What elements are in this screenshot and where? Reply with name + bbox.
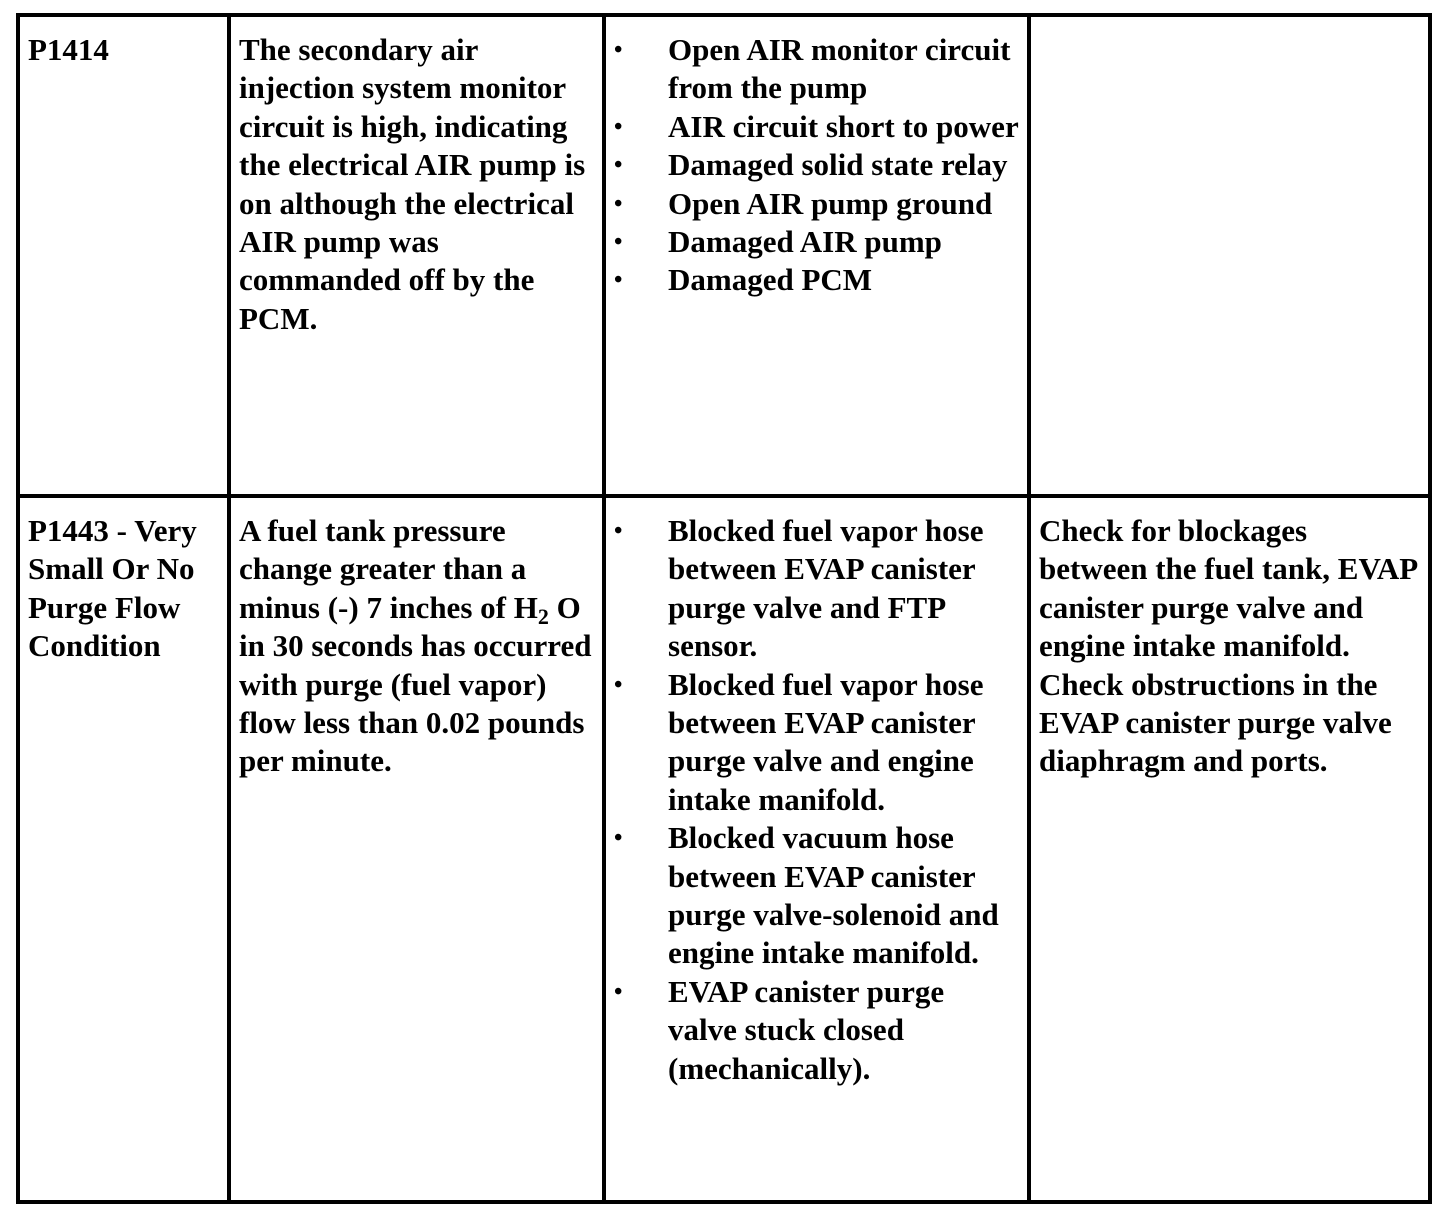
list-item xyxy=(614,31,1019,108)
bullet-icon: • xyxy=(614,825,623,852)
list-item xyxy=(614,146,1019,184)
bullet-icon: • xyxy=(614,267,623,294)
cause-text: Blocked fuel vapor hose between EVAP canister purge valve and FTP sensor. xyxy=(668,513,984,664)
list-item xyxy=(614,973,1019,1088)
cause-text: EVAP canister purge valve stuck closed (mechanically). xyxy=(668,973,945,1086)
bullet-icon: • xyxy=(614,978,623,1005)
cause-text: Open AIR monitor circuit from the pump xyxy=(668,32,1011,106)
list-item xyxy=(614,185,1019,223)
list-item xyxy=(614,819,1019,973)
cause-text: Blocked vacuum hose between EVAP canister purge valve-solenoid and engine intake manifold. xyxy=(668,820,999,971)
cause-text: AIR circuit short to power xyxy=(668,108,1019,144)
dtc-description-cell xyxy=(229,496,604,1202)
cause-text: Blocked fuel vapor hose between EVAP canister purge valve and engine intake manifold. xyxy=(668,666,984,817)
dtc-table xyxy=(16,13,1432,1204)
list-item xyxy=(614,223,1019,261)
cause-text: Damaged PCM xyxy=(668,262,873,298)
description-text: A fuel tank pressure change greater than a minus (-) 7 inches of H xyxy=(239,513,538,625)
bullet-icon: • xyxy=(614,152,623,179)
list-item xyxy=(614,108,1019,146)
possible-causes-list xyxy=(614,31,1019,300)
table-row xyxy=(18,15,1430,496)
cause-text: Open AIR pump ground xyxy=(668,185,993,221)
cause-text: Damaged solid state relay xyxy=(668,147,1008,183)
dtc-code-cell: P1443 - Very Small Or No Purge Flow Condition xyxy=(18,496,229,1202)
dtc-code-cell: P1414 xyxy=(18,15,229,496)
cause-text: Damaged AIR pump xyxy=(668,224,942,260)
bullet-icon: • xyxy=(614,113,623,140)
dtc-description-cell: The secondary air injection system monitor circuit is high, indicating the electrical AIR pump is on although the electrical AIR pump was commanded off by the PCM. xyxy=(229,15,604,496)
bullet-icon: • xyxy=(614,229,623,256)
bullet-icon: • xyxy=(614,37,623,63)
subscript-text: 2 xyxy=(537,603,549,629)
list-item xyxy=(614,512,1019,666)
corrective-action-cell: Check for blockages between the fuel tank, EVAP canister purge valve and engine intake manifold. Check obstructions in the EVAP canister purge valve diaphragm and ports. xyxy=(1029,496,1430,1202)
corrective-action-cell xyxy=(1029,15,1430,496)
description-text: O in 30 seconds has occurred with purge (fuel vapor) flow less than 0.02 pounds per minute. xyxy=(239,589,592,779)
bullet-icon: • xyxy=(614,190,623,217)
table-row xyxy=(18,496,1430,1202)
bullet-icon: • xyxy=(614,518,623,544)
list-item xyxy=(614,261,1019,299)
bullet-icon: • xyxy=(614,671,623,698)
possible-causes-cell xyxy=(604,15,1029,496)
possible-causes-list xyxy=(614,512,1019,1088)
possible-causes-cell xyxy=(604,496,1029,1202)
list-item xyxy=(614,666,1019,820)
